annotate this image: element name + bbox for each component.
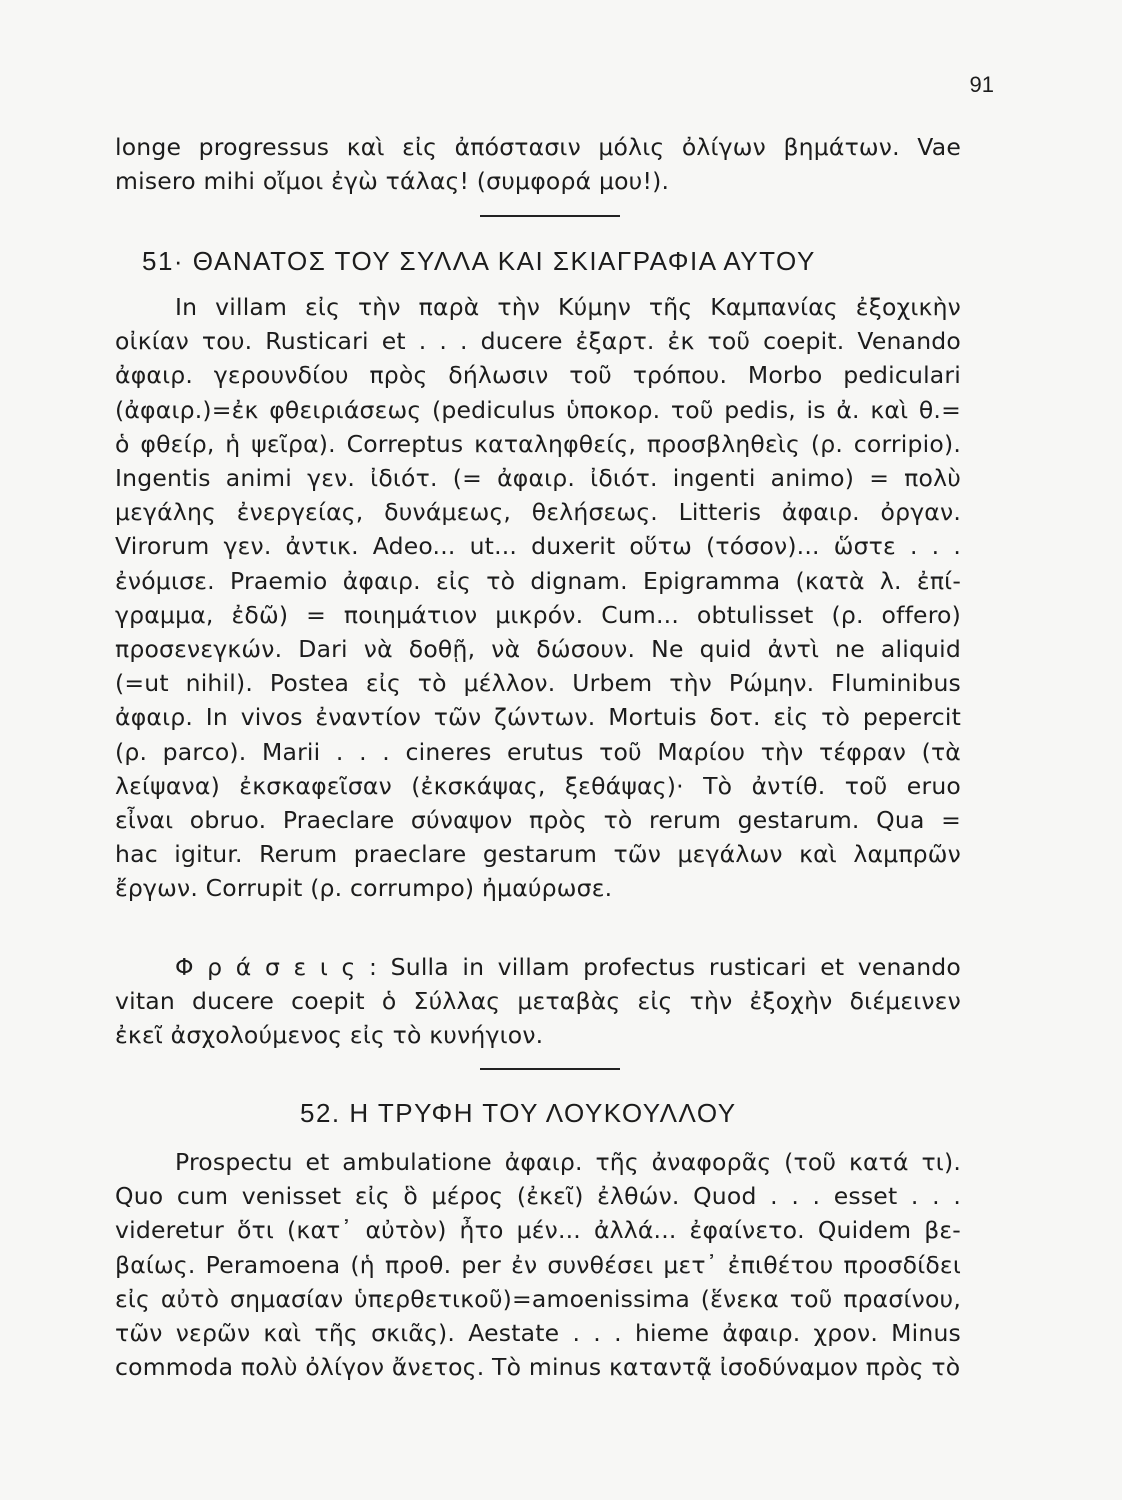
text-line: hac igitur. Rerum praeclare gestarum τῶν μεγάλων καὶ λαμπρῶν bbox=[115, 840, 961, 869]
text-line: (ἀφαιρ.)=ἐκ φθειριάσεως (pediculus ὑποκορ. τοῦ pedis, is ἀ. καὶ θ.= bbox=[115, 395, 961, 424]
text-line: Prospectu et ambulatione ἀφαιρ. τῆς ἀναφορᾶς (τοῦ κατά τι). bbox=[175, 1148, 961, 1176]
text-line: βαίως. Peramoena (ἡ προθ. per ἐν συνθέσει μετ᾽ ἐπιθέτου προσδίδει bbox=[115, 1250, 961, 1279]
text-line: μεγάλης ἐνεργείας, δυνάμεως, θελήσεως. Litteris ἀφαιρ. ὀργαν. bbox=[115, 498, 961, 527]
text-line: προσενεγκών. Dari νὰ δοθῇ, νὰ δώσουν. Ne quid ἀντὶ ne aliquid bbox=[115, 635, 961, 664]
text-line: γραμμα, ἐδῶ) = ποιημάτιον μικρόν. Cum... obtulisset (ρ. offero) bbox=[115, 600, 961, 629]
text-line: Φ ρ ά σ ε ι ς : Sulla in villam profectus rusticari et venando bbox=[175, 953, 961, 981]
intro-paragraph bbox=[115, 130, 961, 198]
text-line: οἰκίαν του. Rusticari et . . . ducere ἐξαρτ. ἐκ τοῦ coepit. Venando bbox=[115, 327, 961, 356]
text-line: Quo cum venisset εἰς ὃ μέρος (ἐκεῖ) ἐλθών. Quod . . . esset . . . bbox=[115, 1182, 961, 1211]
text-line: λείψανα) ἐκσκαφεῖσαν (ἐκσκάψας, ξεθάψας)· Τὸ ἀντίθ. τοῦ eruo bbox=[115, 771, 961, 800]
text-line: commoda πολὺ ὀλίγον ἄνετος. Τὸ minus καταντᾷ ἰσοδύναμον πρὸς τὸ bbox=[115, 1353, 961, 1382]
text-line: ἀφαιρ. γερουνδίου πρὸς δήλωσιν τοῦ τρόπου. Morbo pediculari bbox=[115, 361, 961, 390]
section-divider bbox=[480, 1068, 620, 1070]
section-51-body bbox=[115, 290, 961, 906]
text-line: Ingentis animi γεν. ἰδιότ. (= ἀφαιρ. ἰδιότ. ingenti animo) = πολὺ bbox=[115, 464, 961, 493]
section-52-body bbox=[115, 1145, 961, 1384]
text-line: Virorum γεν. ἀντικ. Adeo... ut... duxerit οὕτω (τόσον)... ὥστε . . . bbox=[115, 532, 961, 561]
section-52-title: 52. Η ΤΡΥΦΗ ΤΟΥ ΛΟΥΚΟΥΛΛΟΥ bbox=[300, 1098, 737, 1128]
text-line: ἐνόμισε. Praemio ἀφαιρ. εἰς τὸ dignam. Epigramma (κατὰ λ. ἐπί- bbox=[115, 566, 961, 595]
text-line: misero mihi οἴμοι ἐγὼ τάλας! (συμφορά μου!). bbox=[115, 167, 670, 196]
text-line: videretur ὅτι (κατ᾽ αὐτὸν) ἦτο μέν... ἀλλά... ἐφαίνετο. Quidem βε- bbox=[115, 1216, 961, 1245]
text-line: longe progressus καὶ εἰς ἀπόστασιν μόλις ὀλίγων βημάτων. Vae bbox=[115, 133, 961, 161]
text-line: (=ut nihil). Postea εἰς τὸ μέλλον. Urbem τὴν Ρώμην. Fluminibus bbox=[115, 669, 961, 698]
page-number: 91 bbox=[969, 72, 994, 97]
text-line: ἔργων. Corrupit (ρ. corrumpo) ἠμαύρωσε. bbox=[115, 874, 613, 903]
text-line: εἶναι obruo. Praeclare σύναψον πρὸς τὸ rerum gestarum. Qua = bbox=[115, 806, 961, 835]
text-line: εἰς αὐτὸ σημασίαν ὑπερθετικοῦ)=amoenissima (ἕνεκα τοῦ πρασίνου, bbox=[115, 1284, 961, 1313]
text-line: τῶν νερῶν καὶ τῆς σκιᾶς). Aestate . . . hieme ἀφαιρ. χρον. Minus bbox=[115, 1319, 961, 1348]
text-line: vitan ducere coepit ὁ Σύλλας μεταβὰς εἰς τὴν ἐξοχὴν διέμεινεν bbox=[115, 987, 961, 1016]
text-line: In villam εἰς τὴν παρὰ τὴν Κύμην τῆς Καμπανίας ἐξοχικὴν bbox=[175, 293, 961, 321]
section-51-title: 51· ΘΑΝΑΤΟΣ ΤΟΥ ΣΥΛΛΑ ΚΑΙ ΣΚΙΑΓΡΑΦΙΑ ΑΥΤΟΥ bbox=[142, 246, 816, 276]
section-divider bbox=[480, 215, 620, 217]
text-line: (ρ. parco). Marii . . . cineres erutus τοῦ Μαρίου τὴν τέφραν (τὰ bbox=[115, 737, 961, 766]
section-51-phrases bbox=[115, 950, 961, 1053]
text-line: ὁ φθείρ, ἡ ψεῖρα). Correptus καταληφθείς, προσβληθεὶς (ρ. corripio). bbox=[115, 429, 961, 458]
text-line: ἀφαιρ. In vivos ἐναντίον τῶν ζώντων. Mortuis δοτ. εἰς τὸ pepercit bbox=[115, 703, 961, 732]
text-line: ἐκεῖ ἀσχολούμενος εἰς τὸ κυνήγιον. bbox=[115, 1021, 544, 1050]
